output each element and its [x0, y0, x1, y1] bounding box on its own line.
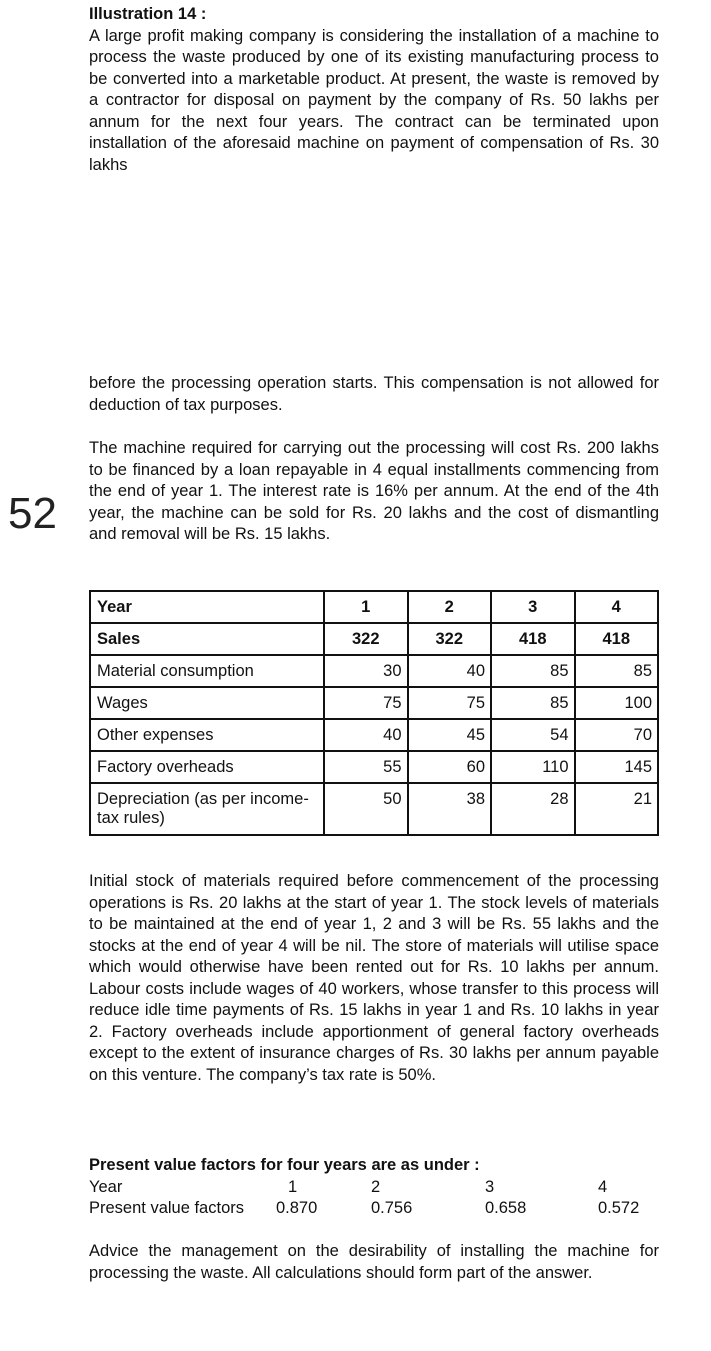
row-label: Other expenses: [90, 719, 324, 751]
pv-factor-label: Present value factors: [89, 1199, 244, 1217]
table-cell: 40: [408, 655, 492, 687]
table-row: [90, 719, 658, 751]
table-row: [90, 655, 658, 687]
financial-table: [89, 590, 659, 836]
pv-heading: Present value factors for four years are as under :: [89, 1156, 480, 1174]
year-cell: 2: [408, 591, 492, 623]
table-cell: 40: [324, 719, 408, 751]
pv-year-row: [89, 1177, 659, 1199]
advice-paragraph: Advice the management on the desirability of installing the machine for processing the waste. All calculations should form part of the answer.: [89, 1242, 659, 1282]
row-label: Wages: [90, 687, 324, 719]
pv-year: 3: [485, 1177, 495, 1196]
sales-cell: 418: [491, 623, 575, 655]
year-cell: 1: [324, 591, 408, 623]
table-header-row: [90, 591, 658, 623]
pv-year: 4: [598, 1177, 608, 1196]
pv-factor: 0.572: [598, 1199, 640, 1217]
pv-factor: 0.870: [276, 1199, 318, 1217]
table-cell: 100: [575, 687, 659, 719]
sales-cell: 322: [408, 623, 492, 655]
table-cell: 55: [324, 751, 408, 783]
table-cell: 60: [408, 751, 492, 783]
intro-paragraph: A large profit making company is considering the installation of a machine to process the waste produced by one of its existing manufacturing process to be converted into a marketable product. At present, the waste is removed by a contractor for disposal on payment by the company of Rs. 50 lakhs per annum for the next four years. The contract can be terminated upon installation of the aforesaid machine on payment of compensation of Rs. 30 lakhs: [89, 26, 659, 174]
year-label: Year: [90, 591, 324, 623]
pv-factor: 0.756: [371, 1199, 413, 1217]
table-cell: 85: [491, 655, 575, 687]
table-cell: 85: [491, 687, 575, 719]
row-label: Material consumption: [90, 655, 324, 687]
table-cell: 75: [408, 687, 492, 719]
illustration-title: Illustration 14 :: [89, 5, 207, 23]
year-cell: 4: [575, 591, 659, 623]
table-cell: 21: [575, 783, 659, 835]
sales-cell: 322: [324, 623, 408, 655]
machine-paragraph: The machine required for carrying out the processing will cost Rs. 200 lakhs to be financed by a loan repayable in 4 equal installments commencing from the end of year 1. The interest rate is 16% per annum. At the end of the 4th year, the machine can be sold for Rs. 20 lakhs and the cost of dismantling and removal will be Rs. 15 lakhs.: [89, 439, 659, 543]
pv-year: 1: [288, 1177, 298, 1196]
illustration-intro: [89, 4, 659, 176]
pv-year: 2: [371, 1177, 381, 1196]
pv-factor: 0.658: [485, 1199, 527, 1217]
table-cell: 75: [324, 687, 408, 719]
sales-cell: 418: [575, 623, 659, 655]
table-cell: 54: [491, 719, 575, 751]
sales-label: Sales: [90, 623, 324, 655]
row-label: Depreciation (as per income-tax rules): [90, 783, 324, 835]
page-number: 52: [8, 489, 57, 538]
compensation-paragraph: before the processing operation starts. This compensation is not allowed for deduction of tax purposes.: [89, 374, 659, 414]
table-row: [90, 687, 658, 719]
year-cell: 3: [491, 591, 575, 623]
table-row: [90, 751, 658, 783]
sales-row: [90, 623, 658, 655]
stock-paragraph: Initial stock of materials required before commencement of the processing operations is Rs. 20 lakhs at the start of year 1. The stock levels of materials to be maintained at the end of year 1, 2 and 3 will be Rs. 55 lakhs and the stocks at the end of year 4 will be nil. The store of materials will utilise space which would otherwise have been rented out for Rs. 10 lakhs per annum. Labour costs include wages of 40 workers, whose transfer to this process will reduce idle time payments of Rs. 15 lakhs in year 1 and Rs. 10 lakhs in year 2. Factory overheads include apportionment of general factory overheads except to the extent of insurance charges of Rs. 30 lakhs per annum payable on this venture. The company’s tax rate is 50%.: [89, 872, 659, 1084]
table-cell: 70: [575, 719, 659, 751]
pv-factor-row: [89, 1198, 659, 1220]
pv-year-label: Year: [89, 1177, 123, 1196]
table-cell: 30: [324, 655, 408, 687]
table-cell: 28: [491, 783, 575, 835]
table-cell: 145: [575, 751, 659, 783]
table-cell: 110: [491, 751, 575, 783]
table-cell: 38: [408, 783, 492, 835]
table-cell: 50: [324, 783, 408, 835]
present-value-section: [89, 1155, 659, 1220]
table-row: [90, 783, 658, 835]
table-cell: 45: [408, 719, 492, 751]
table-cell: 85: [575, 655, 659, 687]
row-label: Factory overheads: [90, 751, 324, 783]
